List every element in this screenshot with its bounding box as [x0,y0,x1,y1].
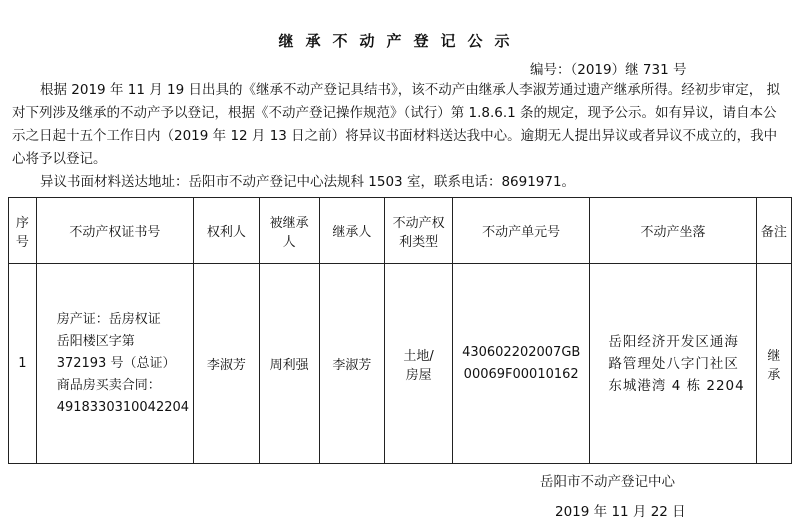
cell-location: 岳阳经济开发区通海路管理处八字门社区东城港湾 4 栋 2204 [590,264,756,464]
issue-date: 2019 年 11 月 22 日 [555,504,686,520]
header-cert: 不动产权证书号 [36,198,193,264]
table-header-row [9,198,792,264]
unit-line: 00069F00010162 [463,366,579,382]
header-decedent: 被继承人 [259,198,319,264]
paragraph-main-text: 根据 2019 年 11 月 19 日出具的《继承不动产登记具结书》，该不动产由继承人李淑芳通过遗产继承所得。经初步审定， 拟对下列涉及继承的不动产予以登记，根据《不动产登记操作规范》（试行）第 1.8.6.1 条的规定，现予公示。如有异议，请自本公示之日起十五个工作日内（2019 年 12 月 13 日之前）将异议书面材料送达我中心。逾期无人提出异议或者异议不成立的，我中心将予以登记。 [12,82,781,167]
document-number: 编号：（2019）继 731 号 [530,62,687,78]
registration-table [8,197,792,464]
cert-line: 372193 号（总证） [56,355,176,371]
paragraph-address-text: 异议书面材料送达地址：岳阳市不动产登记中心法规科 1503 室，联系电话：8691971。 [40,174,576,190]
header-right-type: 不动产权利类型 [385,198,453,264]
header-unit-no: 不动产单元号 [452,198,589,264]
cert-line: 岳阳楼区字第 [56,333,135,349]
header-remark: 备注 [756,198,791,264]
cell-right-type [385,264,453,464]
body-paragraph-main [12,79,787,171]
header-heir: 继承人 [319,198,385,264]
cert-line: 4918330310042204 [56,399,190,415]
cert-line: 房产证：岳房权证 [56,311,161,327]
cell-seq: 1 [9,264,37,464]
cell-unit-no [452,264,589,464]
cert-line: 商品房买卖合同： [56,377,161,393]
cell-cert [36,264,193,464]
remark-line: 承 [767,367,781,383]
body-paragraph-address [12,171,787,194]
header-owner: 权利人 [194,198,260,264]
header-location: 不动产坐落 [590,198,756,264]
right-type-line: 房屋 [405,367,432,383]
table-row [9,264,792,464]
cell-remark [756,264,791,464]
issuing-organization: 岳阳市不动产登记中心 [540,474,675,490]
cell-owner: 李淑芳 [194,264,260,464]
cell-decedent: 周利强 [259,264,319,464]
cell-heir: 李淑芳 [319,264,385,464]
unit-line: 430602202007GB [462,344,581,360]
header-seq: 序号 [9,198,37,264]
remark-line: 继 [767,348,781,364]
document-title: 继承不动产登记公示 [278,32,522,50]
right-type-line: 土地/ [403,348,434,364]
